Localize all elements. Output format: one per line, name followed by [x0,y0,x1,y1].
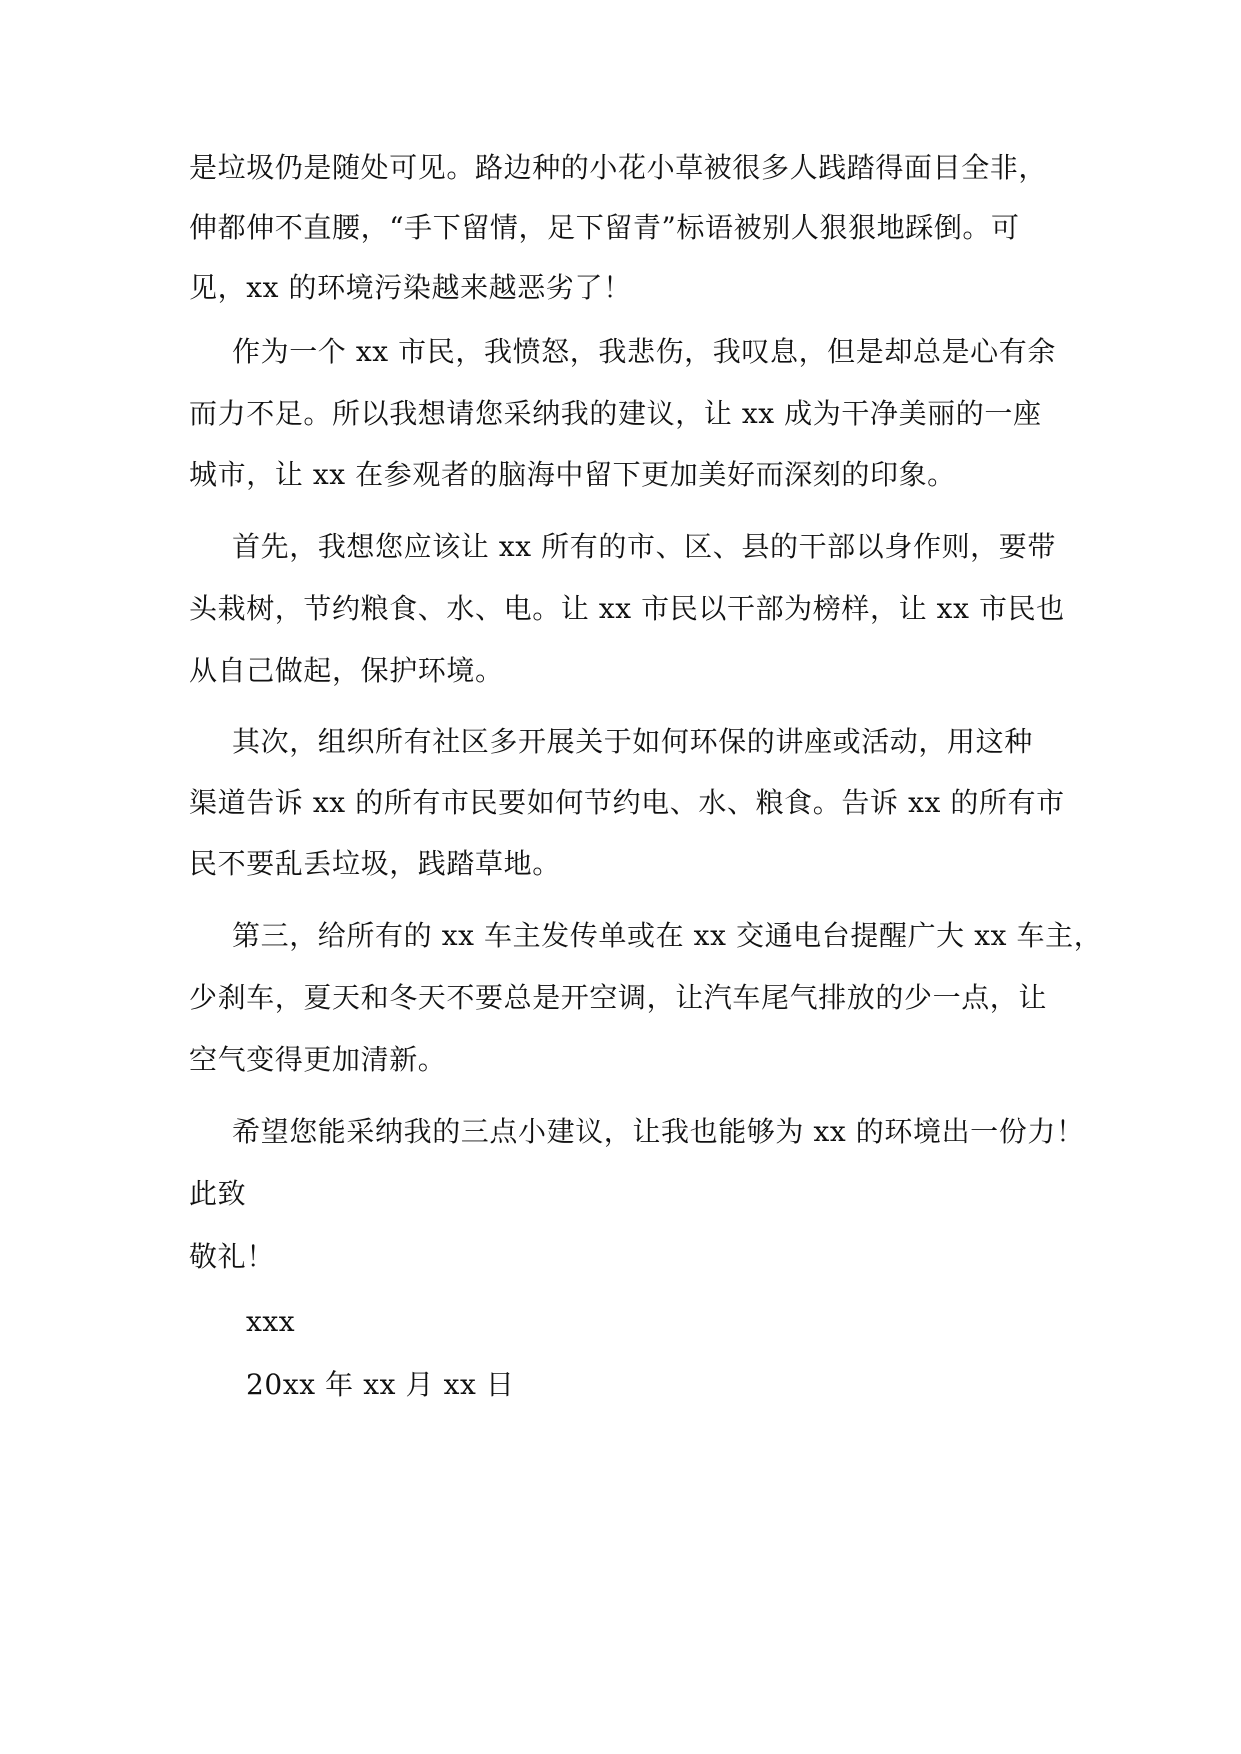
paragraph-2-line-3: 城市，让 xx 在参观者的脑海中留下更加美好而深刻的印象。 [189,458,956,491]
paragraph-3-line-2: 头栽树，节约粮食、水、电。让 xx 市民以干部为榜样，让 xx 市民也 [189,592,1065,625]
paragraph-3-line-1: 首先，我想您应该让 xx 所有的市、区、县的干部以身作则，要带 [232,530,1056,563]
closing-salutation: 此致 [189,1177,247,1210]
signature-date: 20xx 年 xx 月 xx 日 [246,1368,515,1401]
paragraph-5-line-3: 空气变得更加清新。 [189,1043,447,1076]
paragraph-4-line-1: 其次，组织所有社区多开展关于如何环保的讲座或活动，用这种 [232,725,1033,758]
paragraph-4-line-2: 渠道告诉 xx 的所有市民要如何节约电、水、粮食。告诉 xx 的所有市 [189,786,1065,819]
paragraph-4-line-3: 民不要乱丢垃圾，践踏草地。 [189,847,561,880]
paragraph-2-line-2: 而力不足。所以我想请您采纳我的建议，让 xx 成为干净美丽的一座 [189,397,1042,430]
paragraph-2-line-1: 作为一个 xx 市民，我愤怒，我悲伤，我叹息，但是却总是心有余 [232,335,1056,368]
paragraph-5-line-1: 第三，给所有的 xx 车主发传单或在 xx 交通电台提醒广大 xx 车主， [232,919,1103,952]
signature-name: xxx [246,1305,296,1338]
closing-respect: 敬礼！ [189,1240,275,1273]
paragraph-3-line-3: 从自己做起，保护环境。 [189,654,504,687]
paragraph-5-line-2: 少刹车，夏天和冬天不要总是开空调，让汽车尾气排放的少一点，让 [189,981,1048,1014]
paragraph-1-line-3: 见，xx 的环境污染越来越恶劣了！ [189,271,632,304]
paragraph-1-line-1: 是垃圾仍是随处可见。路边种的小花小草被很多人践踏得面目全非， [189,151,1048,184]
paragraph-6-line-1: 希望您能采纳我的三点小建议，让我也能够为 xx 的环境出一份力！ [232,1115,1085,1148]
paragraph-1-line-2: 伸都伸不直腰，“手下留情，足下留青”标语被别人狠狠地踩倒。可 [189,211,1020,244]
